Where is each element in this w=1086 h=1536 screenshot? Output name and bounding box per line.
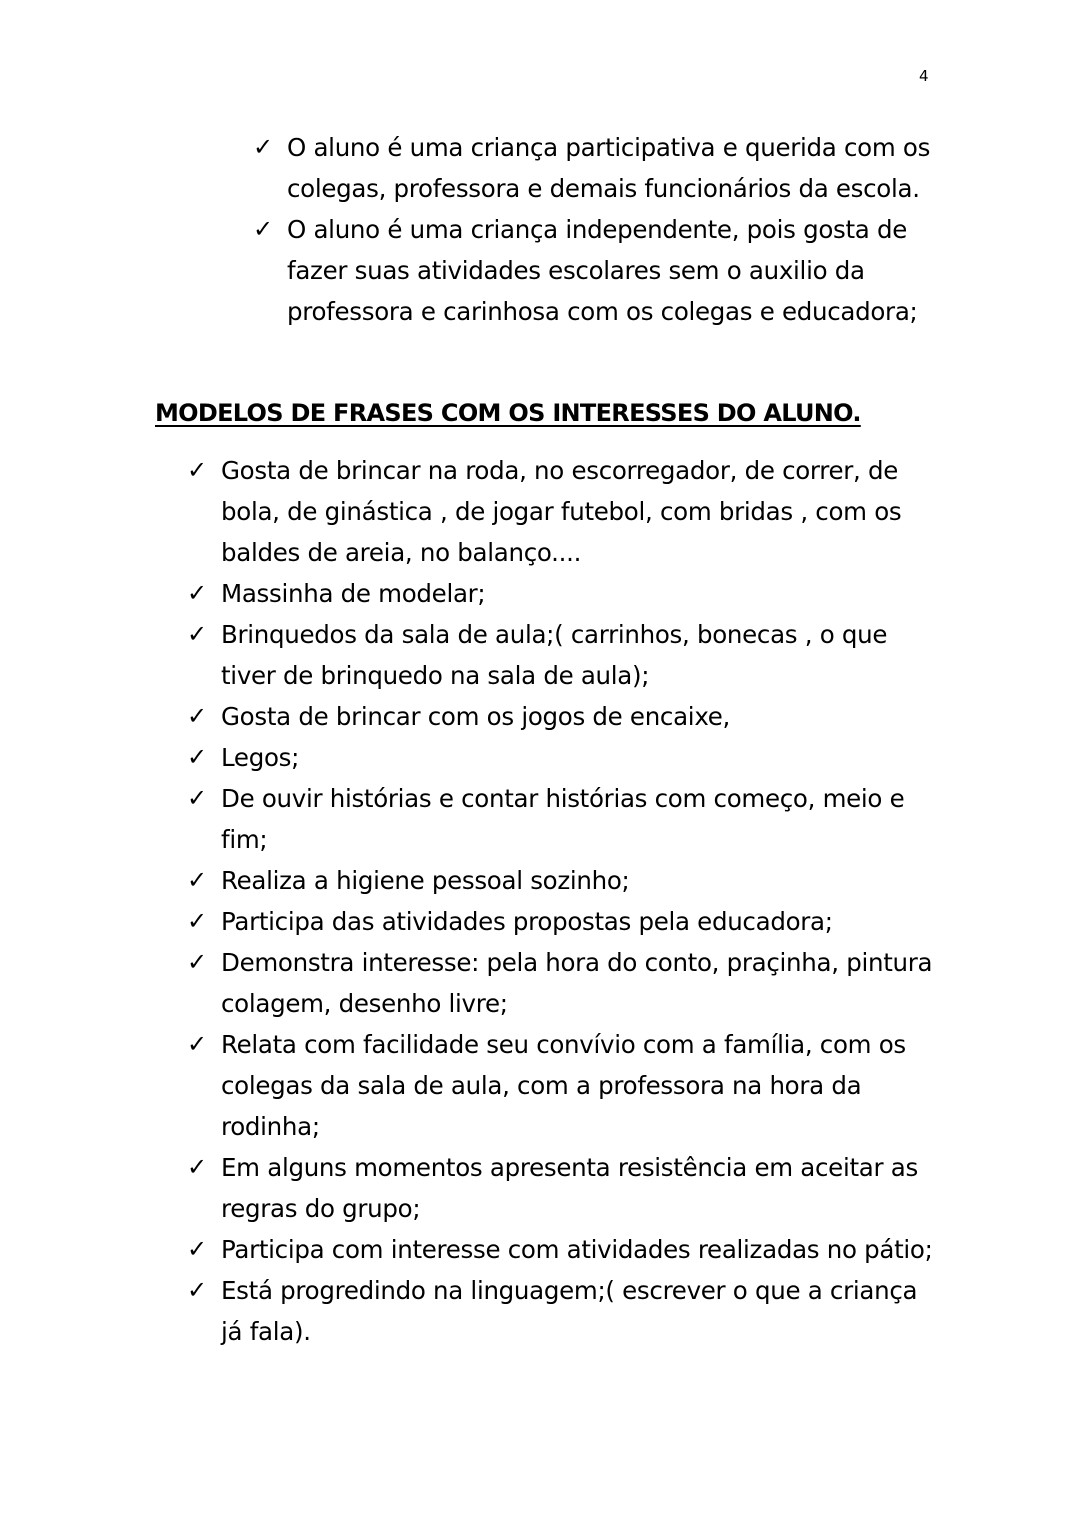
checklist-item	[187, 696, 941, 737]
checkmark-icon: ✓	[187, 579, 207, 607]
checklist-item	[187, 860, 941, 901]
checklist-item	[187, 942, 941, 1024]
checklist-item-text: Demonstra interesse: pela hora do conto, praçinha, pintura colagem, desenho livre;	[221, 948, 933, 1018]
checklist-item	[187, 737, 941, 778]
intro-checklist	[253, 127, 937, 332]
checklist-item-text: Realiza a higiene pessoal sozinho;	[221, 866, 630, 895]
checklist-item-text: Massinha de modelar;	[221, 579, 486, 608]
checklist-item-text: O aluno é uma criança independente, pois gosta de fazer suas atividades escolares sem o auxilio da professora e carinhosa com os colegas e educadora;	[287, 215, 918, 326]
checkmark-icon: ✓	[187, 948, 207, 976]
checkmark-icon: ✓	[253, 133, 273, 161]
checkmark-icon: ✓	[187, 784, 207, 812]
checklist-item	[187, 614, 941, 696]
checkmark-icon: ✓	[187, 866, 207, 894]
checkmark-icon: ✓	[187, 743, 207, 771]
checklist-item	[187, 778, 941, 860]
checklist-item-text: Está progredindo na linguagem;( escrever o que a criança já fala).	[221, 1276, 918, 1346]
checklist-item-text: O aluno é uma criança participativa e querida com os colegas, professora e demais funcionários da escola.	[287, 133, 931, 203]
page-number: 4	[919, 67, 929, 85]
checkmark-icon: ✓	[187, 1276, 207, 1304]
checklist-item	[187, 1147, 941, 1229]
checkmark-icon: ✓	[187, 620, 207, 648]
checklist-item	[187, 1024, 941, 1147]
checklist-item-text: Participa das atividades propostas pela educadora;	[221, 907, 833, 936]
checklist-item	[187, 1270, 941, 1352]
checklist-item-text: Em alguns momentos apresenta resistência em aceitar as regras do grupo;	[221, 1153, 918, 1223]
checklist-item	[187, 450, 941, 573]
checkmark-icon: ✓	[253, 215, 273, 243]
checkmark-icon: ✓	[187, 456, 207, 484]
checklist-item-text: Brinquedos da sala de aula;( carrinhos, bonecas , o que tiver de brinquedo na sala de aula);	[221, 620, 888, 690]
checklist-item-text: Participa com interesse com atividades realizadas no pátio;	[221, 1235, 933, 1264]
checklist-item-text: Gosta de brincar com os jogos de encaixe,	[221, 702, 731, 731]
checkmark-icon: ✓	[187, 907, 207, 935]
checklist-item	[187, 573, 941, 614]
checklist-item-text: Gosta de brincar na roda, no escorregador, de correr, de bola, de ginástica , de jogar futebol, com bridas , com os baldes de areia, no balanço....	[221, 456, 902, 567]
checkmark-icon: ✓	[187, 1153, 207, 1181]
checklist-item	[253, 209, 937, 332]
checklist-item	[253, 127, 937, 209]
checklist-item	[187, 1229, 941, 1270]
checkmark-icon: ✓	[187, 702, 207, 730]
checkmark-icon: ✓	[187, 1235, 207, 1263]
checklist-item-text: Legos;	[221, 743, 300, 772]
checklist-item-text: De ouvir histórias e contar histórias com começo, meio e fim;	[221, 784, 905, 854]
checklist-item-text: Relata com facilidade seu convívio com a família, com os colegas da sala de aula, com a professora na hora da rodinha;	[221, 1030, 906, 1141]
section-heading: MODELOS DE FRASES COM OS INTERESSES DO ALUNO.	[155, 399, 861, 427]
interests-checklist	[187, 450, 941, 1352]
checklist-item	[187, 901, 941, 942]
checkmark-icon: ✓	[187, 1030, 207, 1058]
